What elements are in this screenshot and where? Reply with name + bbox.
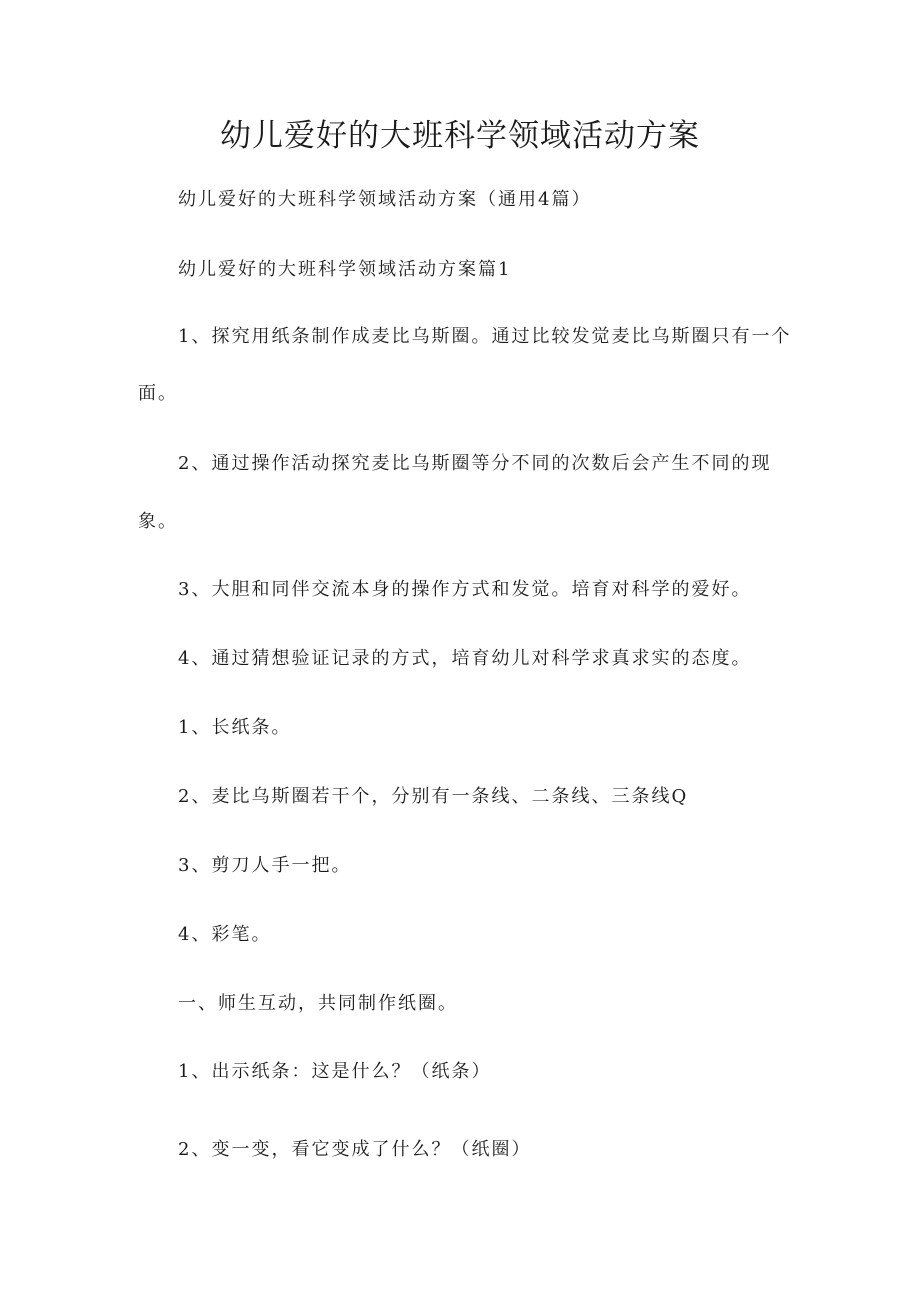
material-4: 4、彩笔。 <box>178 924 272 945</box>
section-heading: 幼儿爱好的大班科学领域活动方案篇1 <box>178 259 512 280</box>
goal-4: 4、通过猜想验证记录的方式，培育幼儿对科学求真求实的态度。 <box>178 648 752 669</box>
goal-2-line-1: 2、通过操作活动探究麦比乌斯圈等分不同的次数后会产生不同的现 <box>178 453 772 474</box>
document-subtitle: 幼儿爱好的大班科学领域活动方案（通用4篇） <box>178 189 592 210</box>
material-1: 1、长纸条。 <box>178 717 292 738</box>
process-heading: 一、师生互动，共同制作纸圈。 <box>178 993 458 1014</box>
process-step-1: 1、出示纸条：这是什么？（纸条） <box>178 1061 492 1082</box>
material-3: 3、剪刀人手一把。 <box>178 855 352 876</box>
goal-3: 3、大胆和同伴交流本身的操作方式和发觉。培育对科学的爱好。 <box>178 579 752 600</box>
goal-1-line-1: 1、探究用纸条制作成麦比乌斯圈。通过比较发觉麦比乌斯圈只有一个 <box>178 326 792 347</box>
goal-2-line-2: 象。 <box>138 511 178 532</box>
process-step-2: 2、变一变，看它变成了什么？（纸圈） <box>178 1139 532 1160</box>
goal-1-line-2: 面。 <box>138 383 178 404</box>
material-2: 2、麦比乌斯圈若干个，分别有一条线、二条线、三条线Q <box>178 786 689 807</box>
document-title: 幼儿爱好的大班科学领域活动方案 <box>220 118 700 154</box>
